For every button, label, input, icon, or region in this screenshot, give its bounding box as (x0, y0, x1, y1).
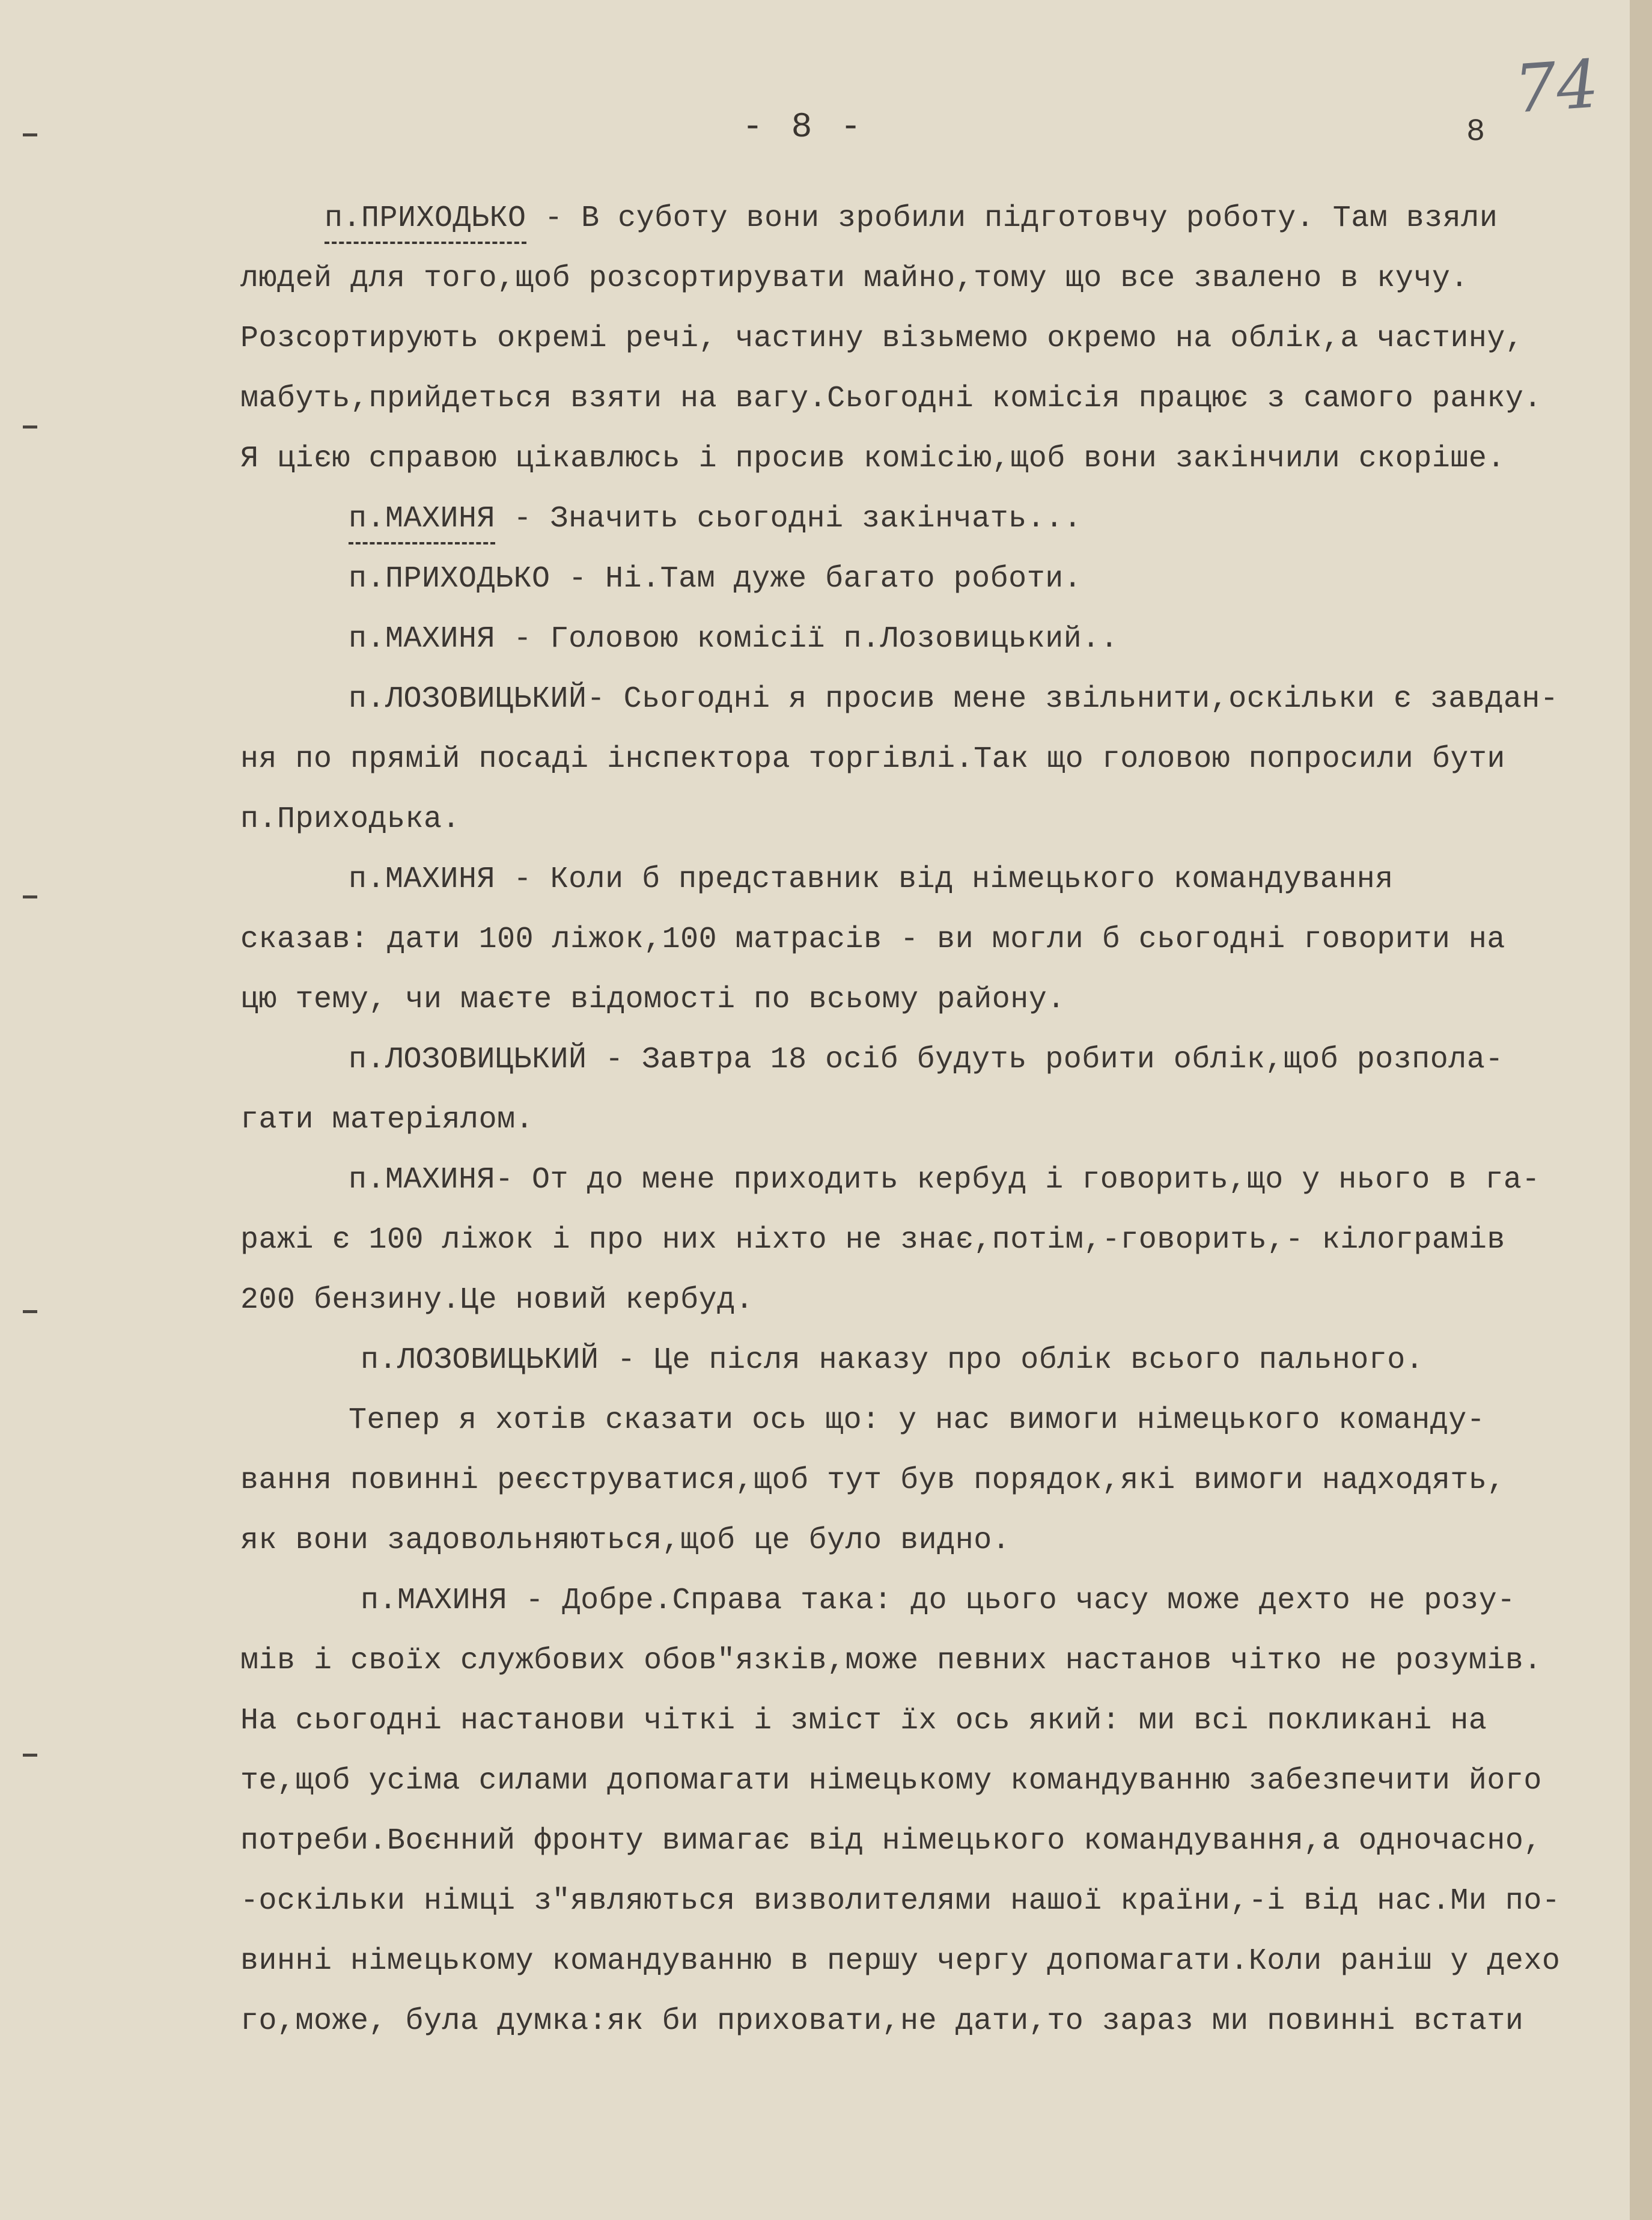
text-line (349, 1043, 1504, 1077)
margin-mark (23, 895, 37, 898)
margin-mark (23, 425, 37, 428)
line-text: - Це після наказу про облік всього пального. (599, 1343, 1424, 1377)
text-line (240, 802, 460, 837)
line-text: Тепер я хотів сказати ось що: у нас вимоги німецького команду- (349, 1403, 1486, 1438)
line-text: ня по прямій посаді інспектора торгівлі.Так що головою попросили бути (240, 742, 1505, 776)
line-text: - В суботу вони зробили підготовчу роботу. Там взяли (526, 201, 1498, 236)
line-text: вання повинні реєструватися,щоб тут був порядок,які вимоги надходять, (240, 1463, 1505, 1498)
text-line (240, 322, 1523, 356)
line-text: мів і своїх службових обов"язків,може певних настанов чітко не розумів. (240, 1644, 1542, 1678)
line-text: п.Приходька. (240, 802, 461, 837)
speaker-name: п.ЛОЗОВИЦЬКИЙ (349, 1043, 587, 1077)
line-text: те,щоб усіма силами допомагати німецькому командуванню забезпечити його (240, 1764, 1542, 1798)
text-line (361, 1584, 1516, 1618)
speaker-name: п.ЛОЗОВИЦЬКИЙ (361, 1343, 599, 1377)
line-text: - Значить сьогодні закінчать... (495, 502, 1082, 536)
line-text: потреби.Воєнний фронту вимагає від німецького командування,а одночасно, (240, 1824, 1542, 1858)
text-line (240, 1944, 1560, 1978)
page-number: - 8 - (742, 108, 865, 147)
line-text: ражі є 100 ліжок і про них ніхто не знає,потім,-говорить,- кілограмів (240, 1223, 1505, 1257)
text-line (240, 1223, 1505, 1257)
line-text: - Завтра 18 осіб будуть робити облік,щоб розпола- (587, 1043, 1504, 1077)
line-text: На сьогодні настанови чіткі і зміст їх ось який: ми всі покликані на (240, 1704, 1487, 1738)
text-line (240, 1704, 1487, 1738)
text-line (240, 382, 1542, 416)
text-line (349, 682, 1558, 716)
speaker-name: п.МАХИНЯ (349, 622, 496, 656)
line-text: гати матеріялом. (240, 1103, 534, 1137)
text-line (349, 1403, 1485, 1438)
text-line (240, 442, 1505, 476)
text-line (240, 1824, 1542, 1858)
text-line (349, 622, 1118, 656)
margin-mark (23, 1754, 37, 1757)
speaker-name: п.МАХИНЯ (361, 1584, 508, 1618)
line-text: 200 бензину.Це новий кербуд. (240, 1283, 754, 1317)
speaker-name: п.МАХИНЯ (349, 502, 496, 536)
line-text: Розсортирують окремі речі, частину візьмемо окремо на облік,а частину, (240, 322, 1524, 356)
line-text: - Коли б представник від німецького командування (495, 862, 1394, 897)
line-text: - Сьогодні я просив мене звільнити,оскільки є завдан- (587, 682, 1559, 716)
text-line (361, 1343, 1424, 1377)
line-text: людей для того,щоб розсортирувати майно,тому що все звалено в кучу. (240, 261, 1469, 296)
line-text: мабуть,прийдеться взяти на вагу.Сьогодні комісія працює з самого ранку. (240, 382, 1542, 416)
text-line (240, 1644, 1542, 1678)
line-text: як вони задовольняються,щоб це було видно. (240, 1523, 1011, 1558)
text-line (240, 1523, 1010, 1558)
margin-mark (23, 1310, 37, 1313)
text-line (240, 261, 1469, 296)
text-line (240, 983, 1065, 1017)
speaker-name: п.ПРИХОДЬКО (325, 201, 526, 236)
text-line (240, 1764, 1542, 1798)
line-text: - Головою комісії п.Лозовицький.. (495, 622, 1119, 656)
text-line (240, 1283, 754, 1317)
text-line (240, 1103, 534, 1137)
text-line (349, 862, 1394, 897)
text-line (349, 562, 1082, 596)
line-text: - От до мене приходить кербуд і говорить,що у нього в га- (495, 1163, 1540, 1197)
line-text: -оскільки німці з"являються визволителями нашої країни,-і від нас.Ми по- (240, 1884, 1561, 1918)
text-line (325, 201, 1498, 236)
corner-page-number: 8 (1466, 114, 1486, 150)
text-line (349, 1163, 1540, 1197)
speaker-name: п.ПРИХОДЬКО (349, 562, 550, 596)
line-text: сказав: дати 100 ліжок,100 матрасів - ви могли б сьогодні говорити на (240, 922, 1505, 957)
text-line (240, 922, 1505, 957)
text-line (240, 742, 1505, 776)
margin-mark (23, 133, 37, 136)
speaker-name: п.МАХИНЯ (349, 1163, 496, 1197)
text-line (349, 502, 1082, 536)
speaker-name: п.ЛОЗОВИЦЬКИЙ (349, 682, 587, 716)
text-line (240, 1463, 1505, 1498)
line-text: - Ні.Там дуже багато роботи. (550, 562, 1082, 596)
line-text: винні німецькому командуванню в першу чергу допомагати.Коли раніш у дехо (240, 1944, 1561, 1978)
text-line (240, 2004, 1523, 2039)
line-text: го,може, була думка:як би приховати,не дати,то зараз ми повинні встати (240, 2004, 1524, 2039)
line-text: - Добре.Справа така: до цього часу може дехто не розу- (507, 1584, 1516, 1618)
text-line (240, 1884, 1560, 1918)
archive-folio-number: 74 (1511, 45, 1602, 128)
paper-edge (1630, 0, 1652, 2220)
line-text: цю тему, чи маєте відомості по всьому району. (240, 983, 1065, 1017)
line-text: Я цією справою цікавлюсь і просив комісію,щоб вони закінчили скоріше. (240, 442, 1505, 476)
speaker-name: п.МАХИНЯ (349, 862, 496, 897)
